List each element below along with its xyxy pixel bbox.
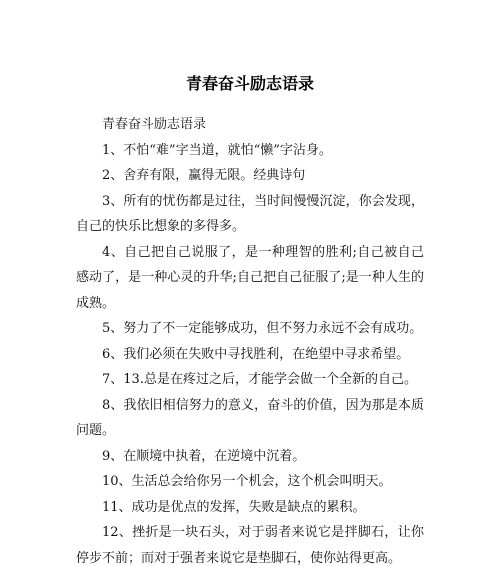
paragraph-subtitle: 青春奋斗励志语录 <box>102 117 207 132</box>
document-title: 青春奋斗励志语录 <box>185 74 314 93</box>
quote-9: 9、在顺境中执着，在逆境中沉着。 <box>102 448 306 464</box>
quote-3: 3、所有的忧伤都是过往，当时间慢慢沉淀，你会发现，自己的快乐比想象的多得多。 <box>76 193 424 234</box>
quote-4: 4、自己把自己说服了，是一种理智的胜利;自己被自己感动了，是一种心灵的升华;自己把自己征服了;是一种人生的成熟。 <box>76 244 424 311</box>
quote-5: 5、努力了不一定能够成功，但不努力永远不会有成功。 <box>102 321 423 336</box>
quote-12: 12、挫折是一块石头，对于弱者来说它是拌脚石，让你停步不前；而对于强者来说它是垫脚石，使你站得更高。 <box>76 525 424 566</box>
quote-1: 1、不怕“难”字当道，就怕“懒”字沾身。 <box>102 142 332 158</box>
document-body <box>76 112 424 566</box>
quote-6: 6、我们必须在失败中寻找胜利，在绝望中寻求希望。 <box>102 346 410 362</box>
quote-11: 11、成功是优点的发挥，失败是缺点的累积。 <box>102 499 366 515</box>
quote-7: 7、13.总是在疼过之后，才能学会做一个全新的自己。 <box>102 372 417 387</box>
quote-10: 10、生活总会给你另一个机会，这个机会叫明天。 <box>102 474 392 489</box>
quote-2: 2、舍弃有限，赢得无限。经典诗句 <box>102 168 306 183</box>
quote-8: 8、我依旧相信努力的意义，奋斗的价值，因为那是本质问题。 <box>76 397 424 438</box>
